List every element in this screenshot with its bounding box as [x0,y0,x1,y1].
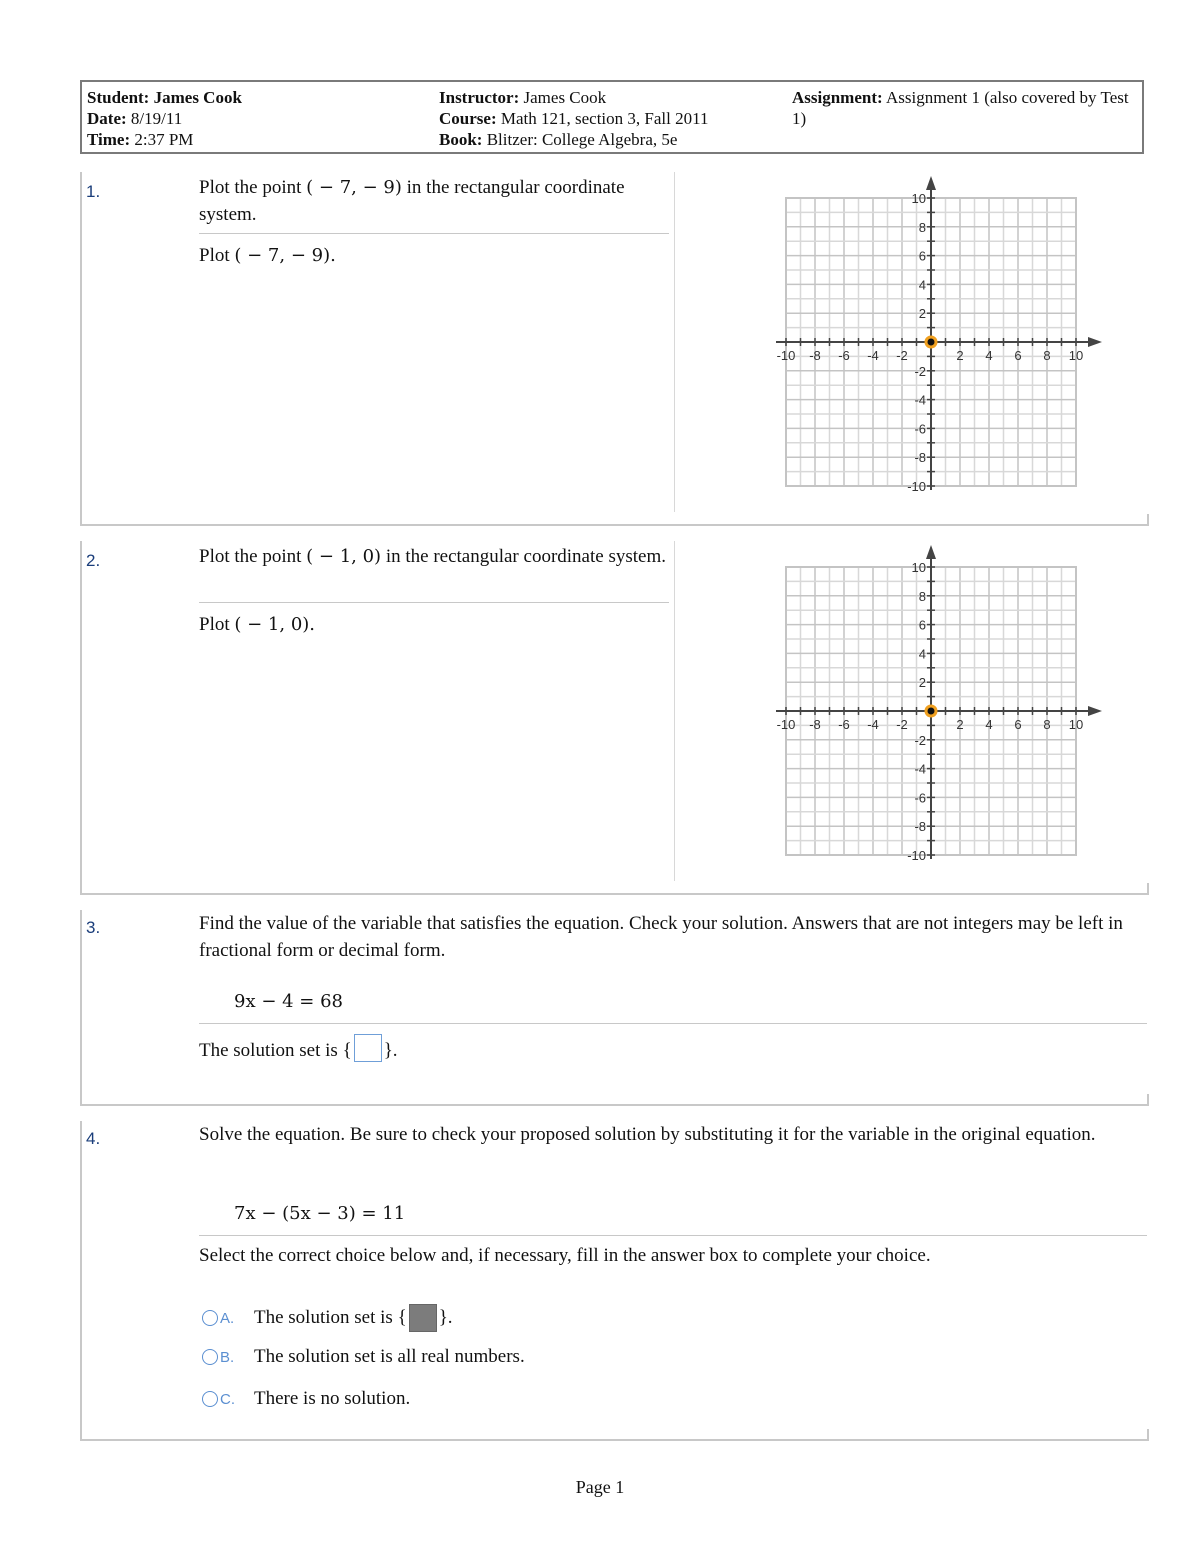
x-tick-label: -8 [809,717,821,732]
x-tick-label: 6 [1014,717,1022,732]
x-tick-label: -6 [838,717,850,732]
instruction-point: ( − 1, 0). [234,614,316,635]
plot-instruction [199,611,315,638]
question-number: 2. [86,551,101,570]
divider [199,1235,1147,1236]
x-tick-label: 2 [956,348,964,363]
instruction-text: Plot [199,614,230,635]
book-label: Book: [439,130,483,149]
question-number: 1. [86,182,101,201]
time-label: Time: [87,130,131,149]
instructor-label: Instructor: [439,88,520,107]
y-tick-label: 2 [918,675,926,691]
divider [199,233,669,234]
x-tick-label: 10 [1068,717,1084,732]
question-prompt [199,543,669,570]
x-tick-label: -10 [776,717,796,732]
prompt-text-a: Plot the point [199,546,302,567]
point-coordinates: ( − 7, − 9) [306,177,402,198]
column-separator [674,172,675,512]
y-tick-label: 6 [918,248,926,264]
choice-a[interactable] [202,1304,453,1332]
choice-text: The solution set is all real numbers. [254,1346,525,1367]
book-value: Blitzer: College Algebra, 5e [486,130,678,149]
x-tick-label: 6 [1014,348,1022,363]
coordinate-graph[interactable] [692,174,1112,496]
x-tick-label: -6 [838,348,850,363]
radio-button[interactable] [202,1391,218,1407]
answer-input[interactable] [354,1034,382,1062]
date-value: 8/19/11 [130,109,183,128]
y-tick-label: -2 [914,732,926,748]
divider [199,1023,1147,1024]
divider [199,602,669,603]
question-prompt: Solve the equation. Be sure to check your proposed solution by substituting it for the variable in the original equation. [199,1124,1096,1145]
y-tick-label: 4 [918,646,926,662]
question-4 [80,1121,1147,1441]
choice-instruction: Select the correct choice below and, if necessary, fill in the answer box to complete your choice. [199,1245,931,1266]
assignment-value: Assignment 1 (also covered by Test 1) [792,88,1129,128]
x-tick-label: -2 [896,348,908,363]
question-3 [80,910,1147,1106]
x-tick-label: 4 [985,717,993,732]
answer-input[interactable] [409,1304,437,1332]
y-tick-label: -6 [914,421,926,437]
x-tick-label: -4 [867,348,879,363]
x-tick-label: 8 [1043,348,1051,363]
y-axis-arrow [926,545,936,559]
x-tick-label: 2 [956,717,964,732]
choice-label: B. [220,1348,235,1366]
y-tick-label: 8 [918,219,926,235]
y-tick-label: -4 [914,392,926,408]
choice-label: A. [220,1309,235,1327]
plot-instruction [199,242,336,269]
question-prompt [199,174,669,228]
choice-label: C. [220,1390,235,1408]
x-tick-label: -8 [809,348,821,363]
question-1 [80,172,1147,526]
brace-open: { [342,1040,352,1061]
x-tick-label: -2 [896,717,908,732]
student-label: Student: [87,88,150,107]
brace-close: }. [383,1040,398,1061]
course-label: Course: [439,109,497,128]
y-axis-arrow [926,176,936,190]
brace-open: { [397,1307,407,1328]
x-tick-label: 4 [985,348,993,363]
radio-button[interactable] [202,1310,218,1326]
answer-line [199,1034,398,1064]
question-2 [80,541,1147,895]
point-coordinates: ( − 1, 0) [306,546,382,567]
date-label: Date: [87,109,127,128]
y-tick-label: -4 [914,761,926,777]
x-axis-arrow [1088,337,1102,347]
x-tick-label: -10 [776,348,796,363]
draggable-point[interactable] [926,337,936,347]
column-separator [674,541,675,881]
radio-button[interactable] [202,1349,218,1365]
draggable-point[interactable] [926,706,936,716]
equation: 7x − (5x − 3) = 11 [234,1203,406,1224]
question-number: 4. [86,1129,101,1148]
y-tick-label: -8 [914,819,926,835]
y-tick-label: 10 [911,191,926,206]
question-prompt: Find the value of the variable that satisfies the equation. Check your solution. Answers that are not integers may be left in fractional form or decimal form. [199,913,1123,961]
x-axis-arrow [1088,706,1102,716]
student-name: James Cook [153,88,242,107]
header-course-column [439,87,708,150]
equation: 9x − 4 = 68 [234,991,344,1012]
prompt-text-a: Plot the point [199,177,302,198]
y-tick-label: -8 [914,450,926,466]
choice-text: There is no solution. [254,1388,411,1409]
instruction-point: ( − 7, − 9). [234,245,336,266]
header-assignment-column [792,87,1142,129]
prompt-text-b: in the rectangular coordinate system. [385,546,666,567]
instructor-name: James Cook [523,88,607,107]
coordinate-graph[interactable] [692,543,1112,865]
course-value: Math 121, section 3, Fall 2011 [500,109,709,128]
time-value: 2:37 PM [134,130,194,149]
x-tick-label: 8 [1043,717,1051,732]
y-tick-label: 6 [918,617,926,633]
page-number: Page 1 [575,1477,625,1497]
choice-text: The solution set is [254,1307,393,1328]
x-tick-label: -4 [867,717,879,732]
choice-c[interactable] [202,1388,410,1410]
y-tick-label: -2 [914,363,926,379]
y-tick-label: 2 [918,306,926,322]
brace-close: }. [438,1307,453,1328]
header-student-column [87,87,242,150]
y-tick-label: 10 [911,560,926,575]
y-tick-label: 8 [918,588,926,604]
y-tick-label: -10 [907,848,926,863]
instruction-text: Plot [199,245,230,266]
assignment-header [80,80,1144,154]
question-number: 3. [86,918,101,937]
choice-b[interactable] [202,1346,525,1368]
prompt-text-b: in the rectangular coordinate system. [199,177,625,225]
y-tick-label: -10 [907,479,926,494]
y-tick-label: 4 [918,277,926,293]
x-tick-label: 10 [1068,348,1084,363]
answer-prefix: The solution set is [199,1040,338,1061]
assignment-label: Assignment: [792,88,883,107]
y-tick-label: -6 [914,790,926,806]
